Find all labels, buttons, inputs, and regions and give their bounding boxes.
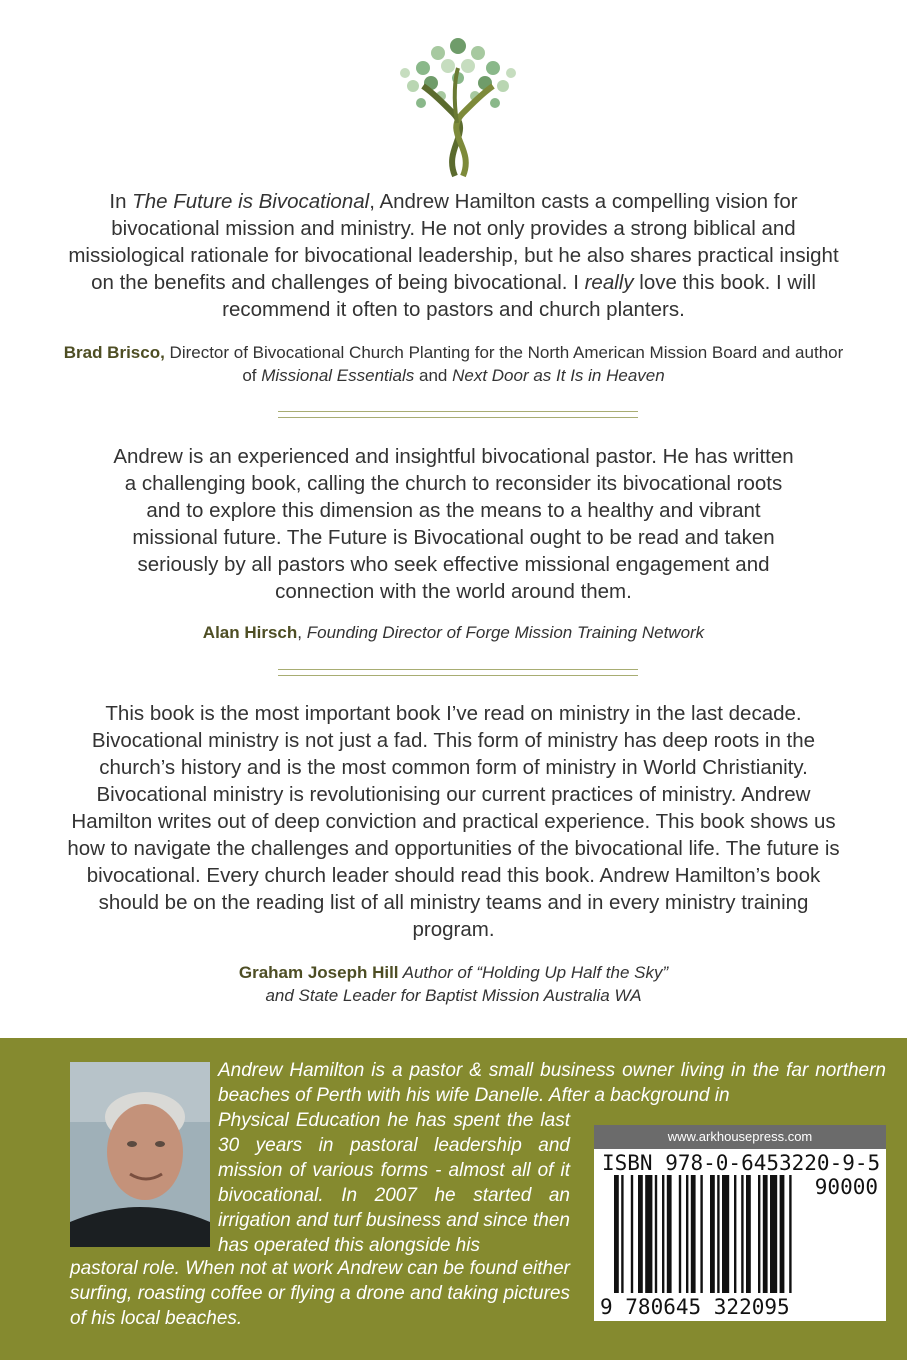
endorsement-quote-2: Andrew is an experienced and insightful bivocational pastor. He has written a challenging book, calling the church to reconsider its bivocational roots and to explore this dimension as the means to a healthy and vibrant missional future. The Future is Bivocational ought to be read and taken seriously by all pastors who seek effective missional engagement and connection with the world around them.: [113, 445, 794, 603]
author-bio-text-3: pastoral role. When not at work Andrew can be found either surfing, roasting coffee or flying a drone and taking pictures of his local beaches.: [70, 1258, 570, 1329]
tree-logo-icon: [383, 28, 533, 178]
divider: [278, 411, 638, 418]
barcode-bars-icon: [614, 1175, 864, 1293]
isbn-barcode: [594, 1125, 886, 1321]
endorsement-attribution-1: Brad Brisco, Director of Bivocational Church Planting for the North American Mission Board and author of Missional Essentials and Next Door as It Is in Heaven: [63, 343, 844, 385]
barcode-digits: 9 780645 322095: [600, 1295, 790, 1319]
endorsement-quote-3: This book is the most important book I’ve read on ministry in the last decade. Bivocational ministry is not just a fad. This form of ministry has deep roots in the church’s history and is the most common form of ministry in World Christianity. Bivocational ministry is revolutionising our current practices of ministry. Andrew Hamilton writes out of deep conviction and practical experience. This book shows us how to navigate the challenges and opportunities of the bivocational life. The future is bivocational. Every church leader should read this book. Andrew Hamilton’s book should be on the reading list of all ministry teams and in every ministry training program.: [67, 702, 840, 941]
publisher-url: www.arkhousepress.com: [594, 1125, 886, 1149]
author-photo: [70, 1062, 210, 1247]
author-bio-text-2: Physical Education he has spent the last 30 years in pastoral leadership and mission of various forms - almost all of it bivocational. In 2007 he started an irrigation and turf business and since then has operated this alongside his: [218, 1110, 570, 1256]
endorsement-attribution-3: Graham Joseph Hill Author of “Holding Up Half the Sky” and State Leader for Baptist Mission Australia WA: [238, 963, 669, 1005]
isbn-text: ISBN 978-0-6453220-9-5: [602, 1151, 881, 1175]
endorsement-quote-1: In The Future is Bivocational, Andrew Hamilton casts a compelling vision for bivocational mission and ministry. He not only provides a strong biblical and missiological rationale for bivocational leadership, but he also shares practical insight on the benefits and challenges of being bivocational. I really love this book. I will recommend it often to pastors and church planters.: [68, 190, 839, 321]
author-bio-text-1: Andrew Hamilton is a pastor & small business owner living in the far northern beaches of Perth with his wife Danelle. After a background in: [218, 1060, 886, 1106]
price-code: 90000: [814, 1175, 878, 1199]
divider: [278, 669, 638, 676]
endorsement-attribution-2: Alan Hirsch, Founding Director of Forge Mission Training Network: [202, 623, 705, 642]
